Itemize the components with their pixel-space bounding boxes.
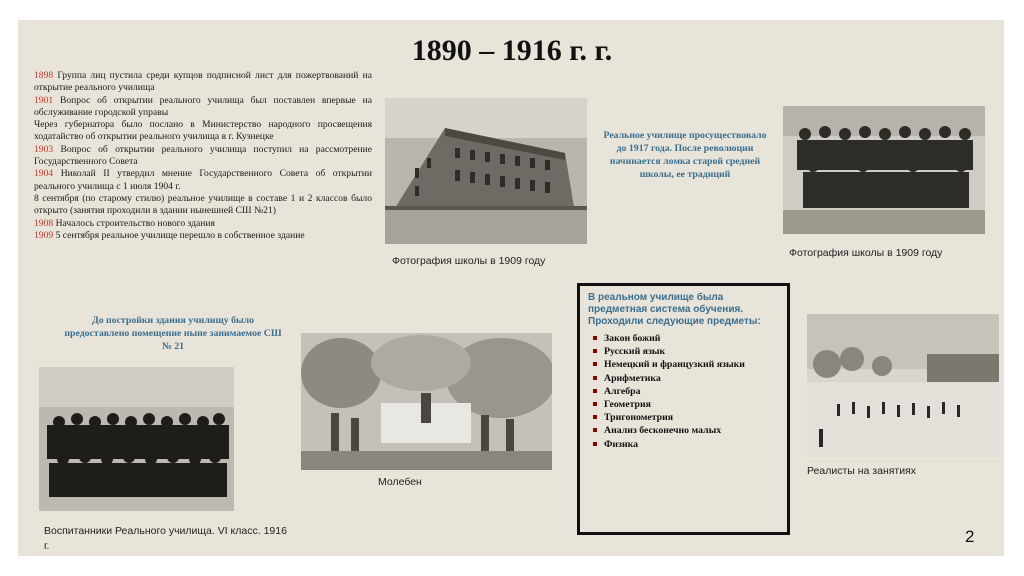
school-staff-caption: Фотография школы в 1909 году [789,247,943,259]
prayer-photo [301,333,552,470]
slide-title: 1890 – 1916 г. г. [411,34,613,67]
chronicle-entry-text: Через губернатора было послано в Министерство народного просвещения ходатайство об открытии реального училища в г. Кузнецке [34,119,372,143]
realists-photo [807,314,999,457]
chronicle-entry [34,193,372,218]
chronicle-year: 1904 [34,168,54,180]
subject-item: Тригонометрия [604,411,787,424]
subject-item: Арифметика [604,372,787,385]
pupils-photo [39,367,234,511]
chronicle-entry [34,70,372,95]
chronicle-year: 1909 [34,229,54,241]
realists-caption: Реалисты на занятиях [807,465,917,477]
chronicle-entry-text: 5 сентября реальное училище перешло в собственное здание [53,229,305,241]
chronicle-entry [34,95,372,120]
chronicle-year: 1903 [34,143,54,155]
chronicle-entry [34,119,372,144]
chronicle-entry [34,168,372,193]
chronicle-entry-text: Началось строительство нового здания [53,217,215,229]
chronicle-entry-text: Вопрос об открытии реального училища поступил на рассмотрение Государственного Совета [34,143,372,168]
chronicle-text [34,70,372,242]
chronicle-entry-text: Группа лиц пустила среди купцов подписной лист для пожертвований на открытие реального училища [34,70,372,94]
pupils-caption: Воспитанники Реального училища. VI класс. 1916 г. [44,525,287,552]
school-building-caption: Фотография школы в 1909 году [392,255,546,267]
subject-item: Анализ бесконечно малых [604,424,787,437]
subject-item: Алгебра [604,385,787,398]
subjects-box [577,283,790,535]
subject-item: Закон божий [604,332,787,345]
school-existed-note: Реальное училище просуществовало до 1917 года. После революции начинается ломка старой средней школы, ее традиций [603,130,767,180]
subject-item: Русский язык [604,345,787,358]
premises-note: До постройки здания училищу было предоставлено помещение ныне занимаемое СШ № 21 [64,315,282,352]
chronicle-year: 1898 [34,70,54,81]
chronicle-entry-text: Вопрос об открытии реального училища был поставлен впервые на обслуживание городской управы [34,94,372,118]
subject-item: Геометрия [604,398,787,411]
chronicle-entry [34,218,372,230]
chronicle-year: 1908 [34,217,54,229]
chronicle-year: 1901 [34,94,54,106]
chronicle-entry [34,144,372,169]
subjects-list [580,332,787,451]
subject-item: Немецкий и французкий языки [604,358,787,371]
chronicle-entry-text: 8 сентября (по старому стилю) реальное училище в составе 1 и 2 классов было открыто (занятия проходили в здании нынешней СШ №21) [34,192,372,217]
chronicle-entry [34,230,372,242]
subjects-intro: В реальном училище была предметная система обучения. Проходили следующие предметы: [588,292,761,327]
school-staff-photo [783,106,985,234]
page-number: 2 [965,527,975,546]
chronicle-entry-text: Николай II утвердил мнение Государственного Совета об открытии реального училища с 1 июля 1904 г. [34,168,372,192]
school-building-photo [385,98,587,244]
subject-item: Физика [604,438,787,451]
prayer-caption: Молебен [378,476,422,488]
